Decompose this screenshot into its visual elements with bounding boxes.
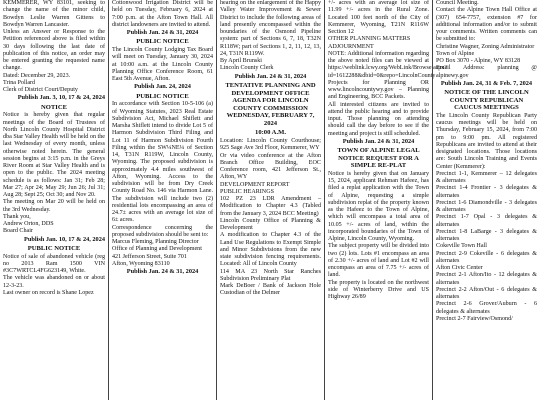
publish-line: Publish Jan. 24 & 31, 2024 xyxy=(126,268,199,275)
column-2 xyxy=(108,0,216,400)
contact-line: Email Address: planning @ alpinewy.gov xyxy=(436,65,537,79)
publish-line: Publish Jan. 24 & 31, 2024 xyxy=(234,72,307,80)
notice-body: Thank you, xyxy=(3,213,31,220)
notice-heading: PUBLIC NOTICE xyxy=(27,244,81,252)
notice-body: Last owner on record is Shane Lopez xyxy=(3,289,94,296)
precinct-line: Precinct 1-4 Frontier - 3 delegates & alternates xyxy=(436,185,537,199)
contact-line: Christine Wagner, Zoning Administrator xyxy=(436,43,535,50)
notice-body: Notice of sale of abandoned vehicle (reg no 2013 Ram 1500 VIN #3C7WRTCL4FG623149, White. xyxy=(3,253,105,274)
notice-body: Council Meeting. xyxy=(436,0,479,6)
notice-body: The property is located on the northwest side of Winterberry Drive and US Highway 26/89 xyxy=(328,279,429,301)
precinct-line: Precinct 2-1 Afton/Ito - 12 delegates & alternates xyxy=(436,272,537,286)
contact-line: Marcus Fleming, Planning Director xyxy=(112,239,199,245)
agenda-item: A modification to Chapter 4.3 of the Land Use Regulations to Exempt Simple and Minor Subdivisions from the new state subdivision fencing requirements. Located: All of Lincoln County xyxy=(220,232,321,268)
notice-heading: NOTICE OF THE LINCOLN COUNTY REPUBLICAN CAUCUS MEETINGS xyxy=(444,89,529,112)
agenda-item: OTHER PLANNING MATTERS xyxy=(328,36,411,43)
publish-line: Publish Jan. 24 & 31, 2024 xyxy=(342,137,415,145)
contact-line: Town of Alpine xyxy=(436,50,475,57)
notice-body: The meeting on Mar 20 will be held on the 3rd Wednesday. xyxy=(3,199,105,213)
signer-name: By April Brunski xyxy=(220,58,262,64)
agenda-item: ADJOURNMENT xyxy=(328,43,374,50)
agenda-item: 114 MA 23 North Star Ranches Subdivision Preliminary Plat xyxy=(220,268,321,282)
notice-body: In accordance with Section 10-5-106 (a) of Wyoming Statutes, 2023 Real Estate Subdivision Act, Michael Shiflett and Marsha Shiflett intend to divide Lot 5 of Harmon Subdivision Third Filing and Lot 11 of Harmon Subdivision Fourth Filing within the SW¼NE¼ of Section 14, T31N R119W, Lincoln County, Wyoming. The proposed subdivision is approximately 4.4 miles southwest of Afton, Wyoming. Access to the subdivision will be from Dry Creek County Road No. 146 via Harmon Lane. The subdivision will include two (2) residential lots encompassing an area of 24.7± acres with an average lot size of 6± acres. xyxy=(112,101,213,224)
precinct-line: Precinct 2-6 Grover/Auburn - 6 delegates & alternates xyxy=(436,301,537,315)
dated-line: Dated: December 29, 2023. xyxy=(3,72,71,79)
notice-heading: TOWN OF ALPINE LEGAL NOTICE REQUEST FOR A SIMPLE RE-PLAT xyxy=(337,147,420,170)
location-line: Afton Civic Center xyxy=(436,265,483,272)
notice-body: Notice is hereby given that on January 15, 2024, applicant Rehman Hafeez, has filed a replat application with the Town of Alpine, requesting a simple subdivision replat of the property known as the Hafeez to the Town of Alpine, which will encompass a total area of 10.05 +/- acres of land, within the incorporated boundaries of the Town of Alpine, Lincoln County, Wyoming. xyxy=(328,170,429,243)
publish-line: Publish Jan. 10, 17 & 24, 2024 xyxy=(24,235,105,243)
signer-title: Board Chair xyxy=(3,228,33,235)
contact-line: PO Box 3070 - Alpine, WY 83128 xyxy=(436,58,521,64)
precinct-line: Precinct 1-6 Diamondville - 3 delegates & alternates xyxy=(436,199,537,214)
agenda-item: 102 PZ 23 LDR Amendment – Modification to Chapter 4.3 (Tabled from the January 3, 2024 BCC Meeting) xyxy=(220,196,321,217)
precinct-line: Precinct 2-2 Afton/Out - 6 delegates & alternates xyxy=(436,286,537,301)
agenda-time: 10:00 A.M. xyxy=(255,129,286,137)
column-3 xyxy=(216,0,324,400)
precinct-line: Precinct 1-7 Opal - 3 delegates & alternates xyxy=(436,214,537,228)
agenda-item: PUBLIC HEARINGS xyxy=(220,188,275,195)
agenda-heading: TENTATIVE PLANNING AND DEVELOPMENT OFFICE AGENDA FOR LINCOLN COUNTY COMMISSION WEDNESDAY, FEBRUARY 7, 2024 xyxy=(225,81,316,127)
name-change-text: KEMMERER, WY 83101, seeking to change the name of the minor child, Bowdyn Leslie Warren Gittens to Bowdyn Warren Lancaster. xyxy=(3,0,105,28)
column-5 xyxy=(432,0,540,400)
location-line: Cokeville Town Hall xyxy=(436,243,487,250)
signer-name: Trina Pollard xyxy=(3,79,36,86)
publish-line: Publish Jan. 3, 10, 17 & 24, 2024 xyxy=(17,94,105,102)
agenda-item: Mark DeBoer / Bank of Jackson Hole Custodian of the Delmer xyxy=(220,283,321,297)
notice-body: Correspondence concerning the proposed subdivision should be sent to: xyxy=(112,224,213,238)
precinct-line: Precinct 2-7 Fairview/Osmond/ xyxy=(436,315,513,322)
publish-line: Publish Jan. 24 & 31, 2024 xyxy=(126,29,199,36)
column-1 xyxy=(0,0,108,400)
notice-body: Projects for Planning OR www.lincolncountywy.gov – Planning and Engineering, BCC Packets. xyxy=(328,79,429,101)
notice-body: Notice is hereby given that regular meetings of the Board of Trustees of North Lincoln County Hospital District dba Star Valley Health will be held on the last Wednesday of every month, unless otherwise noted herein. The general session begins at 3:15 p.m. in the Greys River Room at Star Valley Health and is open to the public. The 2024 meeting schedule is as follows: Jan 31; Feb 28; Mar 27; Apr 24; May 29; Jun 26; Jul 31; Aug 28; Sept 25; Oct 30; and Nov 20. xyxy=(3,112,105,198)
signer-title: Clerk of District Court/Deputy xyxy=(3,87,78,93)
agenda-item: DEVELOPMENT REPORT xyxy=(220,181,290,188)
notice-body: NOTE: Additional information regarding the above noted files can be viewed at https://weblink.lcwy.org/WebLink/Browse.aspx?id=1612288&dbid=0&repo=LincolnCounty xyxy=(328,50,447,79)
notice-body: All interested citizens are invited to attend the public hearing and to provide input. Those planning on attending should call the day before to see if the meeting and project is still scheduled. xyxy=(328,101,429,137)
notice-heading: PUBLIC NOTICE xyxy=(136,38,189,46)
notice-body: +/- acres with an average lot size of 11.99 +/- acres in the Rural Zone. Located 100 feet north of the City of Kemmerer, Wyoming, T21N R116W Section 12 xyxy=(328,0,429,35)
contact-line: 421 Jefferson Street, Suite 701 xyxy=(112,253,187,260)
notice-body: hearing on the enlargement of the Happy Valley Water Improvement & Sewer District to include the following areas of land presently encompassed within the boundaries of the Osmond Pipeline system: part of Sections 6, 7, 18, T32N R118W; part of Sections 1, 2, 11, 12, 13, 24, T31N R119W. xyxy=(220,0,321,57)
column-4 xyxy=(324,0,447,400)
signer-name: Andrew Orton, DDS xyxy=(3,221,54,227)
precinct-line: Precinct 1-1, Kemmerer – 12 delegates & alternates xyxy=(436,170,537,185)
notice-body: The subject property will be divided into two (2) lots. Lots #1 encompass an area of 2.30 +/- acres of land and Lot #2 will encompass an area of 7.75 +/- acres of land. xyxy=(328,243,429,279)
notice-body: Cottonwood Irrigation District will be held on Tuesday, February 6, 2024 at 7:00 p.m. at the Afton Town Hall. All district landowners are invited to attend. xyxy=(112,0,213,28)
precinct-line: Precinct 1-8 LaBarge - 3 delegates & alternates xyxy=(436,228,537,243)
agenda-item: Or via video conference at the Afton Branch Office Building, EOC Conference room, 421 Jefferson St., Afton, WY xyxy=(220,152,321,181)
signer-title: Lincoln County Clerk xyxy=(220,65,274,72)
agenda-item: Lincoln County Office of Planning & Development xyxy=(220,217,321,232)
precinct-line: Precinct 2-9 Cokeville - 6 delegates & alternates xyxy=(436,250,537,264)
notice-body: The Lincoln County Lodging Tax Board will meet on Tuesday, January 30, 2024 at 10:00 a.m. at the Lincoln County Planning Office Conference Room, 61 East 5th Avenue, Afton. xyxy=(112,47,213,82)
contact-line: Office of Planning and Development xyxy=(112,246,202,253)
notice-body: The vehicle was abandoned on or about 12-3-23. xyxy=(3,275,105,289)
contact-line: Afton, Wyoming 83110 xyxy=(112,260,170,267)
agenda-item: Location: Lincoln County Courthouse; 925 Sage Ave 3rd Floor, Kemmerer, WY xyxy=(220,138,321,152)
name-change-text: Unless an Answer or Response to the Petition referenced above is filed within 30 days following the last date of publication of this notice, an order may be entered granting the requested name change. xyxy=(3,29,105,72)
notice-body: The Lincoln County Republican Party caucus meetings will be held on Thursday, February 15, 2024, from 7:00 pm to 9:00 pm. All registered Republicans are invited to attend at their designated locations. Those locations are: South Lincoln Training and Events Center (Kemmerer): xyxy=(436,112,537,170)
publish-line: Publish Jan. 24, 2024 xyxy=(134,83,191,91)
notice-heading: PUBLIC NOTICE xyxy=(136,92,189,100)
notice-body: Contact the Alpine Town Hall Office at (307) 654-7757, extension #7 for additional information and/or to submit your comments. Written comments can be submitted to: xyxy=(436,7,537,43)
notice-heading: NOTICE xyxy=(40,103,67,111)
publish-line: Publish Jan. 24, 31 & Feb. 7, 2024 xyxy=(440,79,533,87)
